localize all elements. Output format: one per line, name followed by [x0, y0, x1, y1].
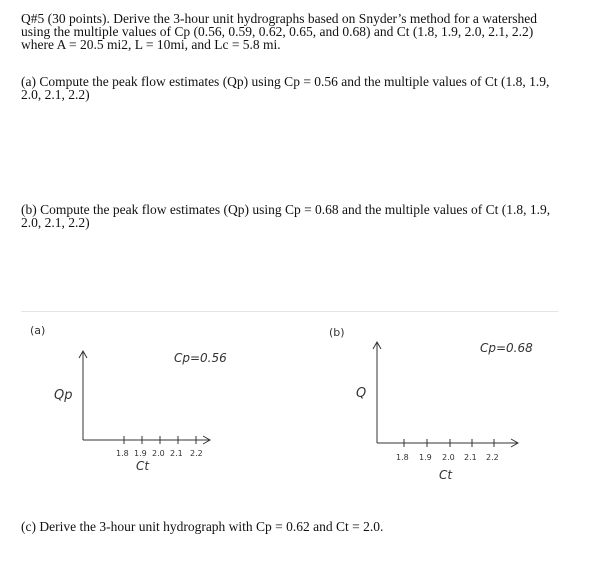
- question-statement: [21, 12, 591, 51]
- sketch-a-cp: Cp=0.56: [174, 351, 227, 365]
- sketch-b-cp: Cp=0.68: [480, 341, 533, 355]
- handwritten-sketches: [0, 312, 605, 512]
- sketch-b-ylabel: Q: [356, 386, 367, 401]
- sketch-a-tick-label-4: 2.1: [170, 449, 183, 458]
- sketch-b-xlabel: Ct: [439, 468, 453, 482]
- part-b-line-1: (b) Compute the peak flow estimates (Qp) using Cp = 0.68 and the multiple values of Ct (1.8, 1.9,: [21, 202, 551, 217]
- sketch-a: [30, 324, 227, 473]
- sketch-a-tick-label-1: 1.8: [116, 449, 129, 458]
- sketch-a-tick-label-3: 2.0: [152, 449, 165, 458]
- part-a-prompt: [21, 75, 591, 101]
- part-a-line-2: 2.0, 2.1, 2.2): [21, 87, 90, 102]
- part-c-prompt: [21, 520, 591, 533]
- sketch-b-tick-label-4: 2.1: [464, 453, 477, 462]
- part-c-line-1: (c) Derive the 3-hour unit hydrograph with Cp = 0.62 and Ct = 2.0.: [21, 519, 384, 534]
- sketch-b-tick-label-3: 2.0: [442, 453, 455, 462]
- sketch-a-tick-label-5: 2.2: [190, 449, 203, 458]
- sketch-b: [329, 326, 533, 482]
- sketch-a-ylabel: Qp: [54, 388, 73, 403]
- question-line-2: using the multiple values of Cp (0.56, 0.59, 0.62, 0.65, and 0.68) and Ct (1.8, 1.9, 2.0, 2.1, 2.2): [21, 24, 534, 39]
- sketch-b-tick-label-2: 1.9: [419, 453, 432, 462]
- sketch-b-label: (b): [329, 326, 345, 339]
- sketch-a-tick-label-2: 1.9: [134, 449, 147, 458]
- question-line-3: where A = 20.5 mi2, L = 10mi, and Lc = 5.8 mi.: [21, 37, 281, 52]
- part-b-line-2: 2.0, 2.1, 2.2): [21, 215, 90, 230]
- sketch-b-tick-label-1: 1.8: [396, 453, 409, 462]
- part-b-prompt: [21, 203, 591, 229]
- question-line-1: Q#5 (30 points). Derive the 3-hour unit hydrographs based on Snyder’s method for a watershed: [21, 11, 538, 26]
- sketch-a-label: (a): [30, 324, 46, 337]
- sketch-a-xlabel: Ct: [136, 459, 150, 473]
- part-a-line-1: (a) Compute the peak flow estimates (Qp) using Cp = 0.56 and the multiple values of Ct (1.8, 1.9,: [21, 74, 550, 89]
- sketch-b-tick-label-5: 2.2: [486, 453, 499, 462]
